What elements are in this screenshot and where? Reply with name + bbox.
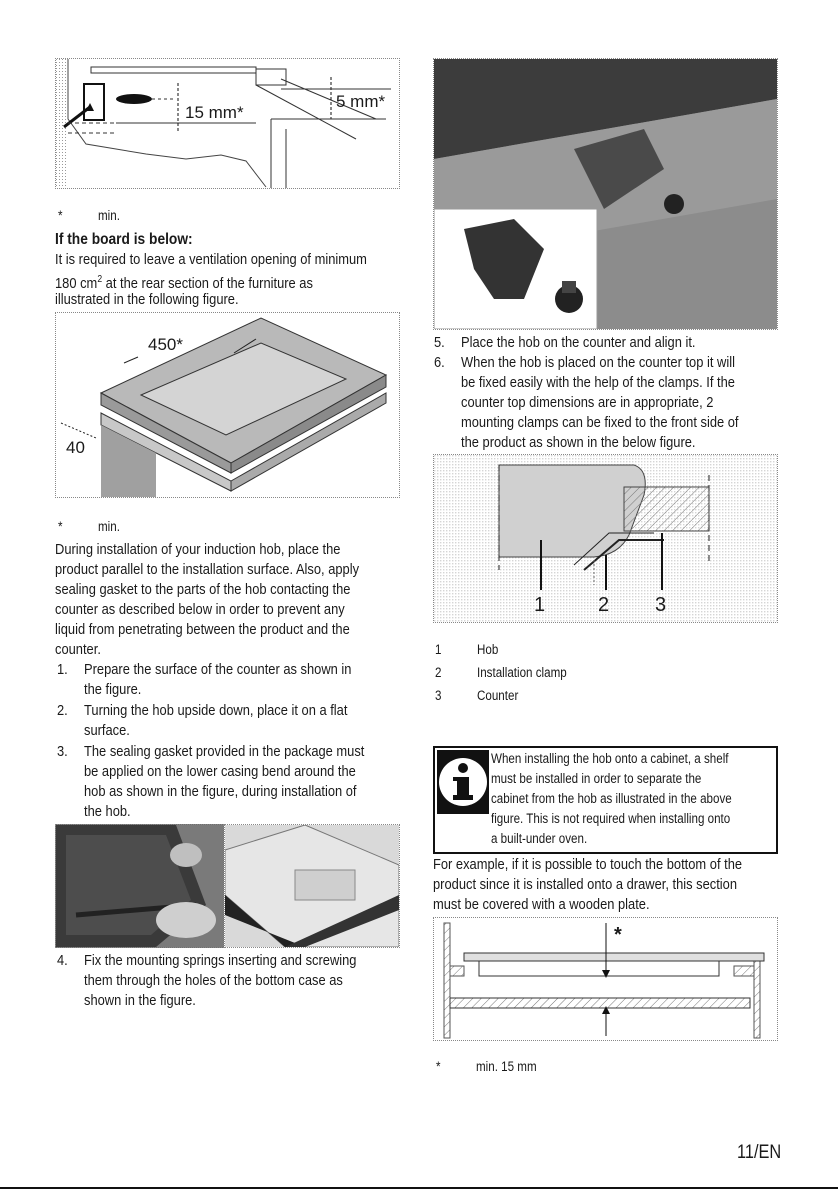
- hob-corner-photo-drawing: [225, 825, 399, 947]
- para-line-3: sealing gasket to the parts of the hob contacting the: [55, 581, 351, 598]
- figure-clamp-section: [433, 454, 778, 623]
- info-note-box: [433, 746, 778, 854]
- step-4-line-2: them through the holes of the bottom case as: [84, 972, 343, 989]
- legend-2-number: 2: [435, 665, 442, 680]
- para-line-6: counter.: [55, 641, 101, 658]
- legend-1-label: Hob: [477, 642, 499, 657]
- step-5-number: 5.: [434, 334, 445, 351]
- ventilation-value: 180 cm: [55, 275, 98, 292]
- plate-note-star: *: [436, 1059, 441, 1074]
- step-2-number: 2.: [57, 702, 68, 719]
- note-min-2: min.: [98, 519, 120, 534]
- step-3-number: 3.: [57, 743, 68, 760]
- gasket-photo-drawing: [56, 825, 223, 947]
- info-icon: [437, 750, 489, 814]
- step-4-number: 4.: [57, 952, 68, 969]
- footer-rule: [0, 1187, 838, 1189]
- step-6-line-3: counter top dimensions are in appropriate, 2: [461, 394, 714, 411]
- para-line-4: counter as described below in order to prevent any: [55, 601, 345, 618]
- figure-clearance-section: [55, 58, 400, 189]
- figure-wooden-plate: [433, 917, 778, 1041]
- step-1-number: 1.: [57, 661, 68, 678]
- right-para-line-2: product since it is installed onto a drawer, this section: [433, 876, 738, 893]
- photo-sealing-gasket: [55, 824, 224, 948]
- photo-hob-corner: [224, 824, 400, 948]
- intro-line-2-text: at the rear section of the furniture as: [105, 275, 313, 292]
- step-3-line-4: the hob.: [84, 803, 131, 820]
- ventilation-diagram: [56, 313, 399, 497]
- legend-3-number: 3: [435, 688, 442, 703]
- plate-note-text: min. 15 mm: [476, 1059, 537, 1074]
- right-para-line-3: must be covered with a wooden plate.: [433, 896, 650, 913]
- info-line-5: a built-under oven.: [491, 831, 588, 846]
- figure-ventilation-opening: [55, 312, 400, 498]
- step-1-line-2: the figure.: [84, 681, 142, 698]
- note-min: min.: [98, 208, 120, 223]
- plate-star-label: *: [614, 924, 622, 946]
- para-line-5: liquid from penetrating between the product and the: [55, 621, 350, 638]
- info-icon-graphic: [437, 750, 489, 814]
- legend-1-number: 1: [435, 642, 442, 657]
- step-4-line-1: Fix the mounting springs inserting and screwing: [84, 952, 357, 969]
- legend-2-label: Installation clamp: [477, 665, 567, 680]
- step-5-line-1: Place the hob on the counter and align it.: [461, 334, 696, 351]
- wooden-plate-diagram: [434, 918, 777, 1040]
- step-6-line-4: mounting clamps can be fixed to the front side of: [461, 414, 739, 431]
- info-line-3: cabinet from the hob as illustrated in the above: [491, 791, 732, 806]
- note-star: *: [58, 208, 63, 223]
- para-line-1: During installation of your induction hob, place the: [55, 541, 341, 558]
- step-3-line-3: hob as shown in the figure, during installation of: [84, 783, 357, 800]
- callout-3: 3: [655, 594, 667, 616]
- clearance-5mm-label: 5 mm*: [336, 92, 386, 111]
- info-line-1: When installing the hob onto a cabinet, a shelf: [491, 751, 729, 766]
- clamp-photo-drawing: [434, 59, 777, 329]
- ventilation-unit-exponent: 2: [97, 274, 103, 285]
- step-6-line-5: the product as shown in the below figure.: [461, 434, 696, 451]
- clearance-15mm-label: 15 mm*: [185, 103, 244, 122]
- step-3-line-2: be applied on the lower casing bend around the: [84, 763, 356, 780]
- step-6-line-1: When the hob is placed on the counter top it will: [461, 354, 735, 371]
- step-6-number: 6.: [434, 354, 445, 371]
- step-2-line-2: surface.: [84, 722, 130, 739]
- note-star-2: *: [58, 519, 63, 534]
- step-1-line-1: Prepare the surface of the counter as shown in: [84, 661, 352, 678]
- para-line-2: product parallel to the installation surface. Also, apply: [55, 561, 360, 578]
- intro-line-1: It is required to leave a ventilation opening of minimum: [55, 251, 367, 268]
- section-heading: If the board is below:: [55, 231, 193, 248]
- step-6-line-2: be fixed easily with the help of the clamps. If the: [461, 374, 735, 391]
- intro-line-3: illustrated in the following figure.: [55, 291, 239, 308]
- callout-1: 1: [534, 594, 546, 616]
- ventilation-450-label: 450*: [148, 335, 183, 354]
- ventilation-40-label: 40: [66, 438, 85, 457]
- clearance-diagram: [56, 59, 399, 188]
- right-para-line-1: For example, if it is possible to touch the bottom of the: [433, 856, 743, 873]
- info-line-4: figure. This is not required when installing onto: [491, 811, 731, 826]
- step-3-line-1: The sealing gasket provided in the package must: [84, 743, 365, 760]
- page-number: 11/EN: [737, 1142, 782, 1163]
- step-4-line-3: shown in the figure.: [84, 992, 196, 1009]
- callout-2: 2: [598, 594, 610, 616]
- legend-3-label: Counter: [477, 688, 519, 703]
- photo-mounting-clamp: [433, 58, 778, 330]
- info-line-2: must be installed in order to separate the: [491, 771, 702, 786]
- step-2-line-1: Turning the hob upside down, place it on a flat: [84, 702, 348, 719]
